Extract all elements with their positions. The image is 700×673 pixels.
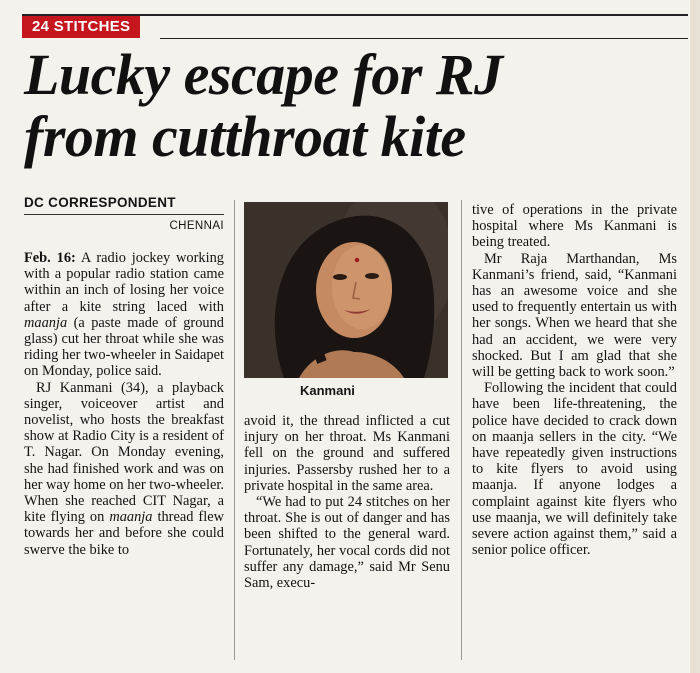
byline: DC CORRESPONDENT [24, 195, 176, 210]
article-paragraph: tive of operations in the private hospital where Ms Kanmani is being treated. [472, 202, 677, 251]
portrait-image [244, 202, 448, 378]
headline-line-1: Lucky escape for RJ [24, 42, 503, 107]
column-divider [234, 200, 235, 660]
article-paragraph: “We had to put 24 stitches on her throat. She is out of danger and has been shifted to the general ward. Fortunately, her vocal cords did not suffer any damage,” said Mr Senu Sam, execu- [244, 494, 450, 592]
photo-caption: Kanmani [300, 383, 355, 398]
portrait-photo [244, 202, 448, 379]
article-paragraph: avoid it, the thread inflicted a cut injury on her throat. Ms Kanmani fell on the ground and suffered injuries. Passersby rushed her to a private hospital in the same area. [244, 413, 450, 494]
byline-rule [24, 214, 224, 215]
article-column-2 [244, 413, 450, 591]
dateline: CHENNAI [169, 220, 224, 232]
article-paragraph: RJ Kanmani (34), a playback singer, voiceover artist and novelist, who hosts the breakfast show at Radio City is a resident of T. Nagar. On Monday evening, she had finished work and was on her way home on her two-wheeler. When she reached CIT Nagar, a kite flying on maanja thread flew towards her and before she could swerve the bike to [24, 379, 224, 558]
headline [24, 44, 684, 168]
article-column-1 [24, 250, 224, 558]
page-edge [690, 0, 700, 673]
article-paragraph: Mr Raja Marthandan, Ms Kanmani’s friend, said, “Kanmani has an awesome voice and she used to frequently entertain us with her songs. When we heard that she had an accident, we were very shocked. But I am glad that she will be getting back to work soon.” [472, 250, 677, 381]
article-paragraph: Feb. 16: A radio jockey working with a popular radio station came within an inch of losing her voice after a kite string laced with maanja (a paste made of ground glass) cut her throat while she was riding her two-wheeler in Saidapet on Monday, police said. [24, 250, 224, 380]
section-tag: 24 STITCHES [22, 16, 140, 38]
date-lead: Feb. 16: [24, 250, 76, 266]
tag-rule [160, 38, 688, 39]
article-paragraph: Following the incident that could have been life-threatening, the police have decided to crack down on maanja sellers in the city. “We have repeatedly given instructions to kite flyers to avoid using maanja. If anyone lodges a complaint against kite flyers who use maanja, we will definitely take severe action against them,” said a senior police officer. [472, 380, 677, 559]
article-column-3 [472, 202, 677, 558]
headline-line-2: from cutthroat kite [24, 104, 466, 169]
column-divider [461, 200, 462, 660]
